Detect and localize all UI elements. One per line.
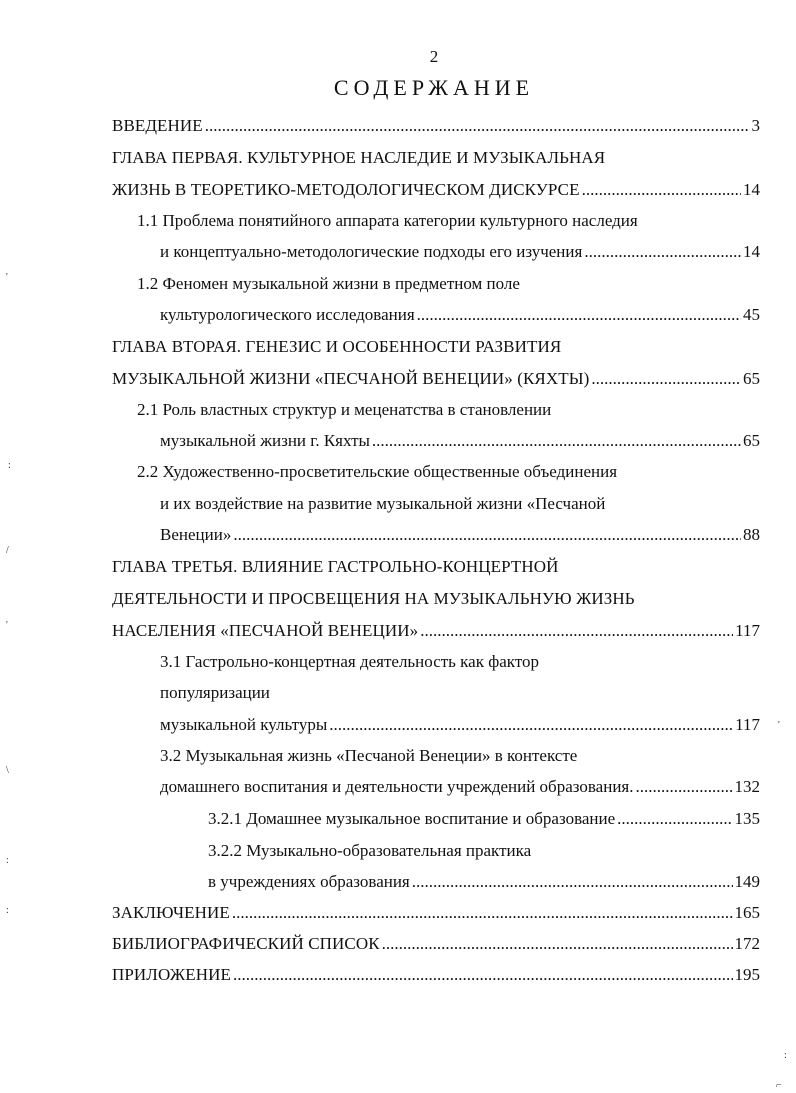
toc-page: 65 bbox=[743, 431, 760, 450]
toc-title: ПРИЛОЖЕНИЕ bbox=[112, 965, 231, 984]
toc-section-1-1-line-1: 1.1 Проблема понятийного аппарата категории культурного наследия bbox=[137, 211, 638, 230]
toc-section-3-2-line-1: 3.2 Музыкальная жизнь «Песчаной Венеции» в контексте bbox=[160, 746, 578, 765]
toc-title: в учреждениях образования bbox=[208, 872, 410, 891]
toc-title: домашнего воспитания и деятельности учреждений образования. bbox=[160, 777, 634, 796]
scan-speck: : bbox=[8, 460, 11, 471]
scan-speck: : bbox=[6, 905, 9, 916]
scan-speck: : bbox=[784, 1050, 787, 1061]
toc-entry-section-3-2[interactable] bbox=[160, 773, 760, 801]
scan-speck: : bbox=[6, 855, 9, 866]
leader-dots bbox=[591, 365, 741, 393]
toc-page: 3 bbox=[751, 116, 760, 135]
toc-entry-section-1-2[interactable] bbox=[160, 301, 760, 329]
toc-section-3-1-line-2: популяризации bbox=[160, 683, 270, 702]
scan-speck: ' bbox=[6, 620, 8, 631]
toc-page: 149 bbox=[734, 872, 760, 891]
toc-section-2-1-line-1: 2.1 Роль властных структур и меценатства в становлении bbox=[137, 400, 552, 419]
toc-entry-section-3-2-1[interactable] bbox=[208, 805, 760, 833]
toc-title: и концептуально-методологические подходы его изучения bbox=[160, 242, 583, 261]
toc-entry-chapter-2[interactable] bbox=[112, 365, 760, 393]
toc-entry-conclusion[interactable] bbox=[112, 899, 760, 927]
toc-entry-section-3-1[interactable] bbox=[160, 711, 760, 739]
toc-entry-section-2-1[interactable] bbox=[160, 427, 760, 455]
toc-title: МУЗЫКАЛЬНОЙ ЖИЗНИ «ПЕСЧАНОЙ ВЕНЕЦИИ» (КЯХТЫ) bbox=[112, 369, 590, 388]
scan-speck: / bbox=[6, 545, 9, 556]
toc-entry-chapter-1[interactable] bbox=[112, 176, 760, 204]
toc-title: 3.2.1 Домашнее музыкальное воспитание и образование bbox=[208, 809, 616, 828]
toc-page: 195 bbox=[734, 965, 760, 984]
toc-title: музыкальной жизни г. Кяхты bbox=[160, 431, 370, 450]
scan-speck: ' bbox=[6, 272, 8, 283]
toc-page: 14 bbox=[743, 242, 760, 261]
toc-title: БИБЛИОГРАФИЧЕСКИЙ СПИСОК bbox=[112, 934, 380, 953]
scan-speck: \ bbox=[6, 765, 9, 776]
toc-entry-section-3-2-2[interactable] bbox=[208, 868, 760, 896]
leader-dots bbox=[329, 711, 733, 739]
toc-entry-intro[interactable] bbox=[112, 112, 760, 140]
leader-dots bbox=[582, 176, 741, 204]
toc-page: 117 bbox=[735, 715, 760, 734]
page-title: СОДЕРЖАНИЕ bbox=[333, 75, 535, 100]
page-number: 2 bbox=[429, 47, 439, 66]
toc-title: НАСЕЛЕНИЯ «ПЕСЧАНОЙ ВЕНЕЦИИ» bbox=[112, 621, 419, 640]
toc-page: 45 bbox=[743, 305, 760, 324]
toc-entry-bibliography[interactable] bbox=[112, 930, 760, 958]
toc-entry-section-1-1[interactable] bbox=[160, 238, 760, 266]
toc-section-1-2-line-1: 1.2 Феномен музыкальной жизни в предметном поле bbox=[137, 274, 520, 293]
toc-page: 172 bbox=[734, 934, 760, 953]
toc-section-2-2-line-1: 2.2 Художественно-просветительские общественные объединения bbox=[137, 462, 618, 481]
leader-dots bbox=[382, 930, 733, 958]
leader-dots bbox=[412, 868, 733, 896]
leader-dots bbox=[233, 521, 741, 549]
toc-title: ВВЕДЕНИЕ bbox=[112, 116, 203, 135]
toc-section-2-2-line-2: и их воздействие на развитие музыкальной жизни «Песчаной bbox=[160, 494, 606, 513]
leader-dots bbox=[233, 961, 733, 989]
toc-title: музыкальной культуры bbox=[160, 715, 328, 734]
leader-dots bbox=[420, 617, 733, 645]
toc-chapter-1-line-1: ГЛАВА ПЕРВАЯ. КУЛЬТУРНОЕ НАСЛЕДИЕ И МУЗЫКАЛЬНАЯ bbox=[112, 148, 606, 167]
toc-title: ЖИЗНЬ В ТЕОРЕТИКО-МЕТОДОЛОГИЧЕСКОМ ДИСКУРСЕ bbox=[112, 180, 580, 199]
toc-entry-appendix[interactable] bbox=[112, 961, 760, 989]
toc-page: 117 bbox=[735, 621, 760, 640]
toc-entry-section-2-2[interactable] bbox=[160, 521, 760, 549]
toc-page: 165 bbox=[734, 903, 760, 922]
toc-title: ЗАКЛЮЧЕНИЕ bbox=[112, 903, 230, 922]
scan-speck: ' bbox=[778, 720, 780, 731]
toc-entry-chapter-3[interactable] bbox=[112, 617, 760, 645]
toc-page: 88 bbox=[743, 525, 760, 544]
toc-page: 65 bbox=[743, 369, 760, 388]
leader-dots bbox=[617, 805, 732, 833]
toc-title: культурологического исследования bbox=[160, 305, 415, 324]
toc-page: 135 bbox=[734, 809, 760, 828]
toc-section-3-1-line-1: 3.1 Гастрольно-концертная деятельность как фактор bbox=[160, 652, 540, 671]
leader-dots bbox=[232, 899, 733, 927]
toc-title: Венеции» bbox=[160, 525, 232, 544]
leader-dots bbox=[205, 112, 750, 140]
toc-section-3-2-2-line-1: 3.2.2 Музыкально-образовательная практика bbox=[208, 841, 532, 860]
leader-dots bbox=[636, 773, 733, 801]
leader-dots bbox=[372, 427, 741, 455]
toc-page: 14 bbox=[743, 180, 760, 199]
toc-chapter-2-line-1: ГЛАВА ВТОРАЯ. ГЕНЕЗИС И ОСОБЕННОСТИ РАЗВИТИЯ bbox=[112, 337, 562, 356]
toc-page: 132 bbox=[734, 777, 760, 796]
scan-speck: ⌐ bbox=[776, 1080, 782, 1091]
leader-dots bbox=[417, 301, 741, 329]
toc-chapter-3-line-2: ДЕЯТЕЛЬНОСТИ И ПРОСВЕЩЕНИЯ НА МУЗЫКАЛЬНУЮ ЖИЗНЬ bbox=[112, 589, 635, 608]
toc-chapter-3-line-1: ГЛАВА ТРЕТЬЯ. ВЛИЯНИЕ ГАСТРОЛЬНО-КОНЦЕРТНОЙ bbox=[112, 557, 559, 576]
leader-dots bbox=[584, 238, 741, 266]
